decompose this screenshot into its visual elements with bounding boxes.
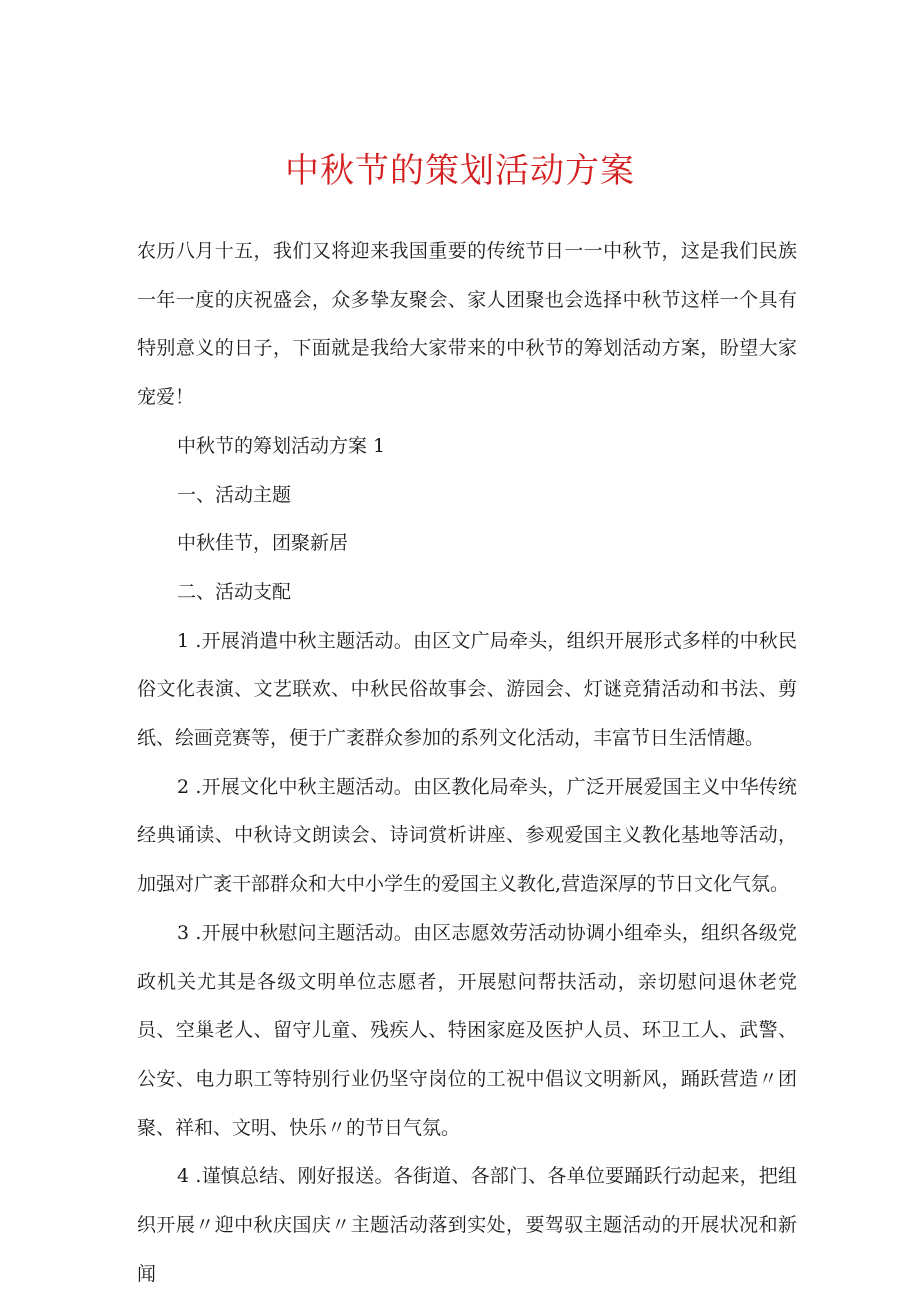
list-item-2: 2 .开展文化中秋主题活动。由区教化局牵头，广泛开展爱国主义中华传统经典诵读、中秋诗文朗读会、诗词赏析讲座、参观爱国主义教化基地等活动，加强对广袤干部群众和大中小学生的爱国主义教化,营造深厚的节日文化气氛。: [137, 775, 797, 896]
heading-arrangement: 二、活动支配: [177, 580, 292, 603]
document-body: [137, 227, 797, 1298]
theme-text: 中秋佳节，团聚新居: [177, 532, 349, 555]
heading-theme: 一、活动主题: [177, 483, 292, 506]
intro-paragraph: 农历八月十五，我们又将迎来我国重要的传统节日一一中秋节，这是我们民族一年一度的庆祝盛会，众多挚友聚会、家人团聚也会选择中秋节这样一个具有特别意义的日子，下面就是我给大家带来的中秋节的筹划活动方案，盼望大家宠爱！: [137, 240, 797, 409]
list-item-3: 3 .开展中秋慰问主题活动。由区志愿效劳活动协调小组牵头，组织各级党政机关尤其是各级文明单位志愿者，开展慰问帮扶活动，亲切慰问退休老党员、空巢老人、留守儿童、残疾人、特困家庭及医护人员、环卫工人、武警、公安、电力职工等特别行业仍坚守岗位的工祝中倡议文明新风，踊跃营造〃团聚、祥和、文明、快乐〃的节日气氛。: [137, 921, 797, 1139]
list-item-1: 1 .开展消遣中秋主题活动。由区文广局牵头，组织开展形式多样的中秋民俗文化表演、文艺联欢、中秋民俗故事会、游园会、灯谜竞猜活动和书法、剪纸、绘画竞赛等，便于广袤群众参加的系列文化活动，丰富节日生活情趣。: [137, 629, 797, 750]
document-title: 中秋节的策划活动方案: [285, 151, 635, 191]
section-title: 中秋节的筹划活动方案 1: [177, 434, 386, 457]
list-item-4: 4 .谨慎总结、刚好报送。各街道、各部门、各单位要踊跃行动起来，把组织开展〃迎中秋庆国庆〃主题活动落到实处，要驾驭主题活动的开展状况和新闻: [137, 1165, 797, 1285]
